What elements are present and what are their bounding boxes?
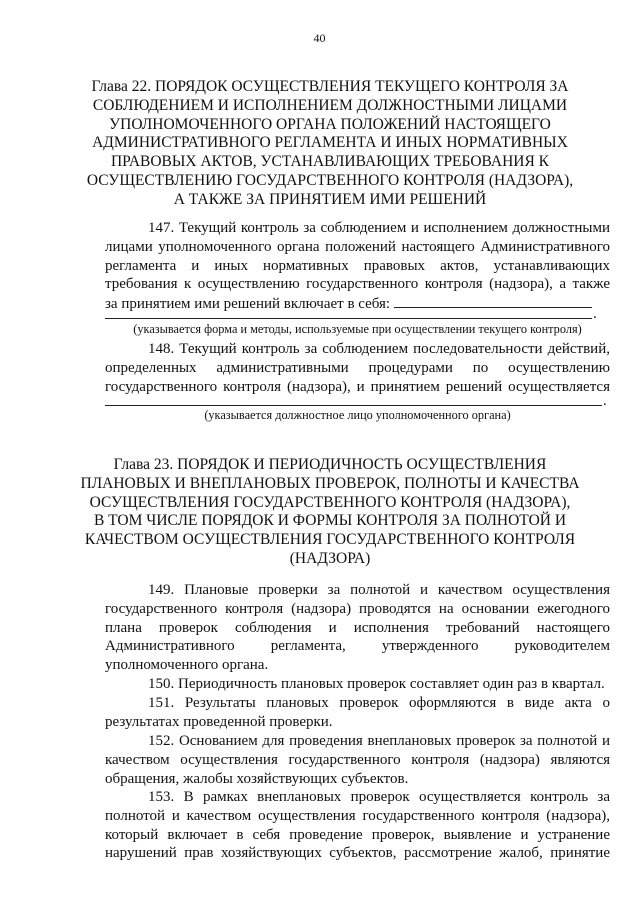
paragraph-line: Административного регламента, утвержденного руководителем (105, 638, 610, 655)
heading-line: АДМИНИСТРАТИВНОГО РЕГЛАМЕНТА И ИНЫХ НОРМАТИВНЫХ (92, 134, 568, 152)
paragraph-line: полнотой и качеством осуществления государственного контроля (надзора), (105, 807, 610, 824)
paragraph-line: определенных административными процедурами по осуществлению (105, 359, 610, 376)
heading-line: ПЛАНОВЫХ И ВНЕПЛАНОВЫХ ПРОВЕРОК, ПОЛНОТЫ И КАЧЕСТВА (80, 474, 580, 492)
paragraph-148 (105, 340, 610, 396)
heading-line: Глава 22. ПОРЯДОК ОСУЩЕСТВЛЕНИЯ ТЕКУЩЕГО КОНТРОЛЯ ЗА (91, 78, 569, 95)
paragraph-line: 149. Плановые проверки за полнотой и качеством осуществления (148, 582, 610, 598)
paragraph-line-text: за принятием ими решений включает в себя: (105, 296, 391, 313)
paragraph-line: государственного контроля (надзора), и принятием решений осуществляется (105, 378, 610, 395)
heading-line: Глава 23. ПОРЯДОК И ПЕРИОДИЧНОСТЬ ОСУЩЕСТВЛЕНИЯ (113, 456, 547, 473)
paragraph-line: уполномоченного органа. (105, 657, 269, 674)
paragraph-149 (105, 581, 610, 675)
heading-line: ОСУЩЕСТВЛЕНИЯ ГОСУДАРСТВЕННОГО КОНТРОЛЯ (НАДЗОРА), (89, 493, 571, 511)
chapter-22-heading (60, 78, 600, 210)
paragraph-line: результатах проведенной проверки. (105, 713, 333, 730)
chapter-23-heading (60, 456, 600, 569)
fill-in-line (105, 405, 602, 406)
heading-line: УПОЛНОМОЧЕННОГО ОРГАНА ПОЛОЖЕНИЙ НАСТОЯЩЕГО (109, 115, 551, 133)
note-148: (указывается должностное лицо уполномоченного органа) (204, 408, 511, 422)
paragraph-line: качеством осуществления государственного контроля (надзора) являются (105, 751, 610, 768)
paragraph-line (105, 294, 610, 313)
fill-in-blank (394, 294, 592, 308)
heading-line: А ТАКЖЕ ЗА ПРИНЯТИЕМ ИМИ РЕШЕНИЙ (173, 190, 487, 208)
paragraph-line: 150. Периодичность плановых проверок составляет один раз в квартал. (148, 676, 605, 692)
paragraph-line: требования к осуществлению государственного контроля (надзора), а также (105, 276, 610, 293)
paragraph-153 (105, 788, 610, 863)
heading-line: ПРАВОВЫХ АКТОВ, УСТАНАВЛИВАЮЩИХ ТРЕБОВАНИЯ К (110, 153, 550, 171)
paragraph-line: обращения, жалобы хозяйствующих субъектов. (105, 770, 409, 787)
heading-line: СОБЛЮДЕНИЕМ И ИСПОЛНЕНИЕМ ДОЛЖНОСТНЫМИ ЛИЦАМИ (92, 96, 568, 114)
paragraph-150 (105, 675, 610, 694)
end-mark: . (603, 393, 607, 409)
paragraph-line: плана проверок соблюдения и исполнения требований настоящего (105, 619, 610, 636)
paragraph-line: 152. Основанием для проведения внеплановых проверок за полнотой и (148, 733, 610, 749)
end-mark: . (593, 306, 597, 322)
paragraph-line: нарушений прав хозяйствующих субъектов, рассмотрение жалоб, принятие (105, 845, 610, 862)
paragraph-line: 147. Текущий контроль за соблюдением и исполнением должностными (148, 220, 610, 236)
paragraph-line: 153. В рамках внеплановых проверок осуществляется контроль за (148, 789, 610, 805)
paragraph-line: лицами уполномоченного органа положений настоящего Административного (105, 238, 610, 255)
paragraph-line: регламента и иных нормативных правовых актов, устанавливающих (105, 257, 610, 274)
heading-line: (НАДЗОРА) (289, 549, 371, 567)
heading-line: КАЧЕСТВОМ ОСУЩЕСТВЛЕНИЯ ГОСУДАРСТВЕННОГО КОНТРОЛЯ (84, 531, 576, 549)
note-147: (указывается форма и методы, используемые при осуществлении текущего контроля) (133, 322, 582, 336)
heading-line: ОСУЩЕСТВЛЕНИЮ ГОСУДАРСТВЕННОГО КОНТРОЛЯ (НАДЗОРА), (86, 171, 574, 189)
heading-line: В ТОМ ЧИСЛЕ ПОРЯДОК И ФОРМЫ КОНТРОЛЯ ЗА ПОЛНОТОЙ И (93, 512, 567, 530)
paragraph-line: который включает в себя проведение проверок, выявление и устранение (105, 826, 610, 843)
fill-in-line (105, 318, 592, 319)
paragraph-147 (105, 219, 610, 313)
paragraph-152 (105, 732, 610, 788)
page-number: 40 (313, 31, 326, 45)
paragraph-151 (105, 694, 610, 732)
paragraph-line: 151. Результаты плановых проверок оформляются в виде акта о (148, 695, 610, 711)
paragraph-line: 148. Текущий контроль за соблюдением последовательности действий, (148, 341, 610, 357)
paragraph-line: государственного контроля (надзора) проводятся на основании ежегодного (105, 600, 610, 617)
